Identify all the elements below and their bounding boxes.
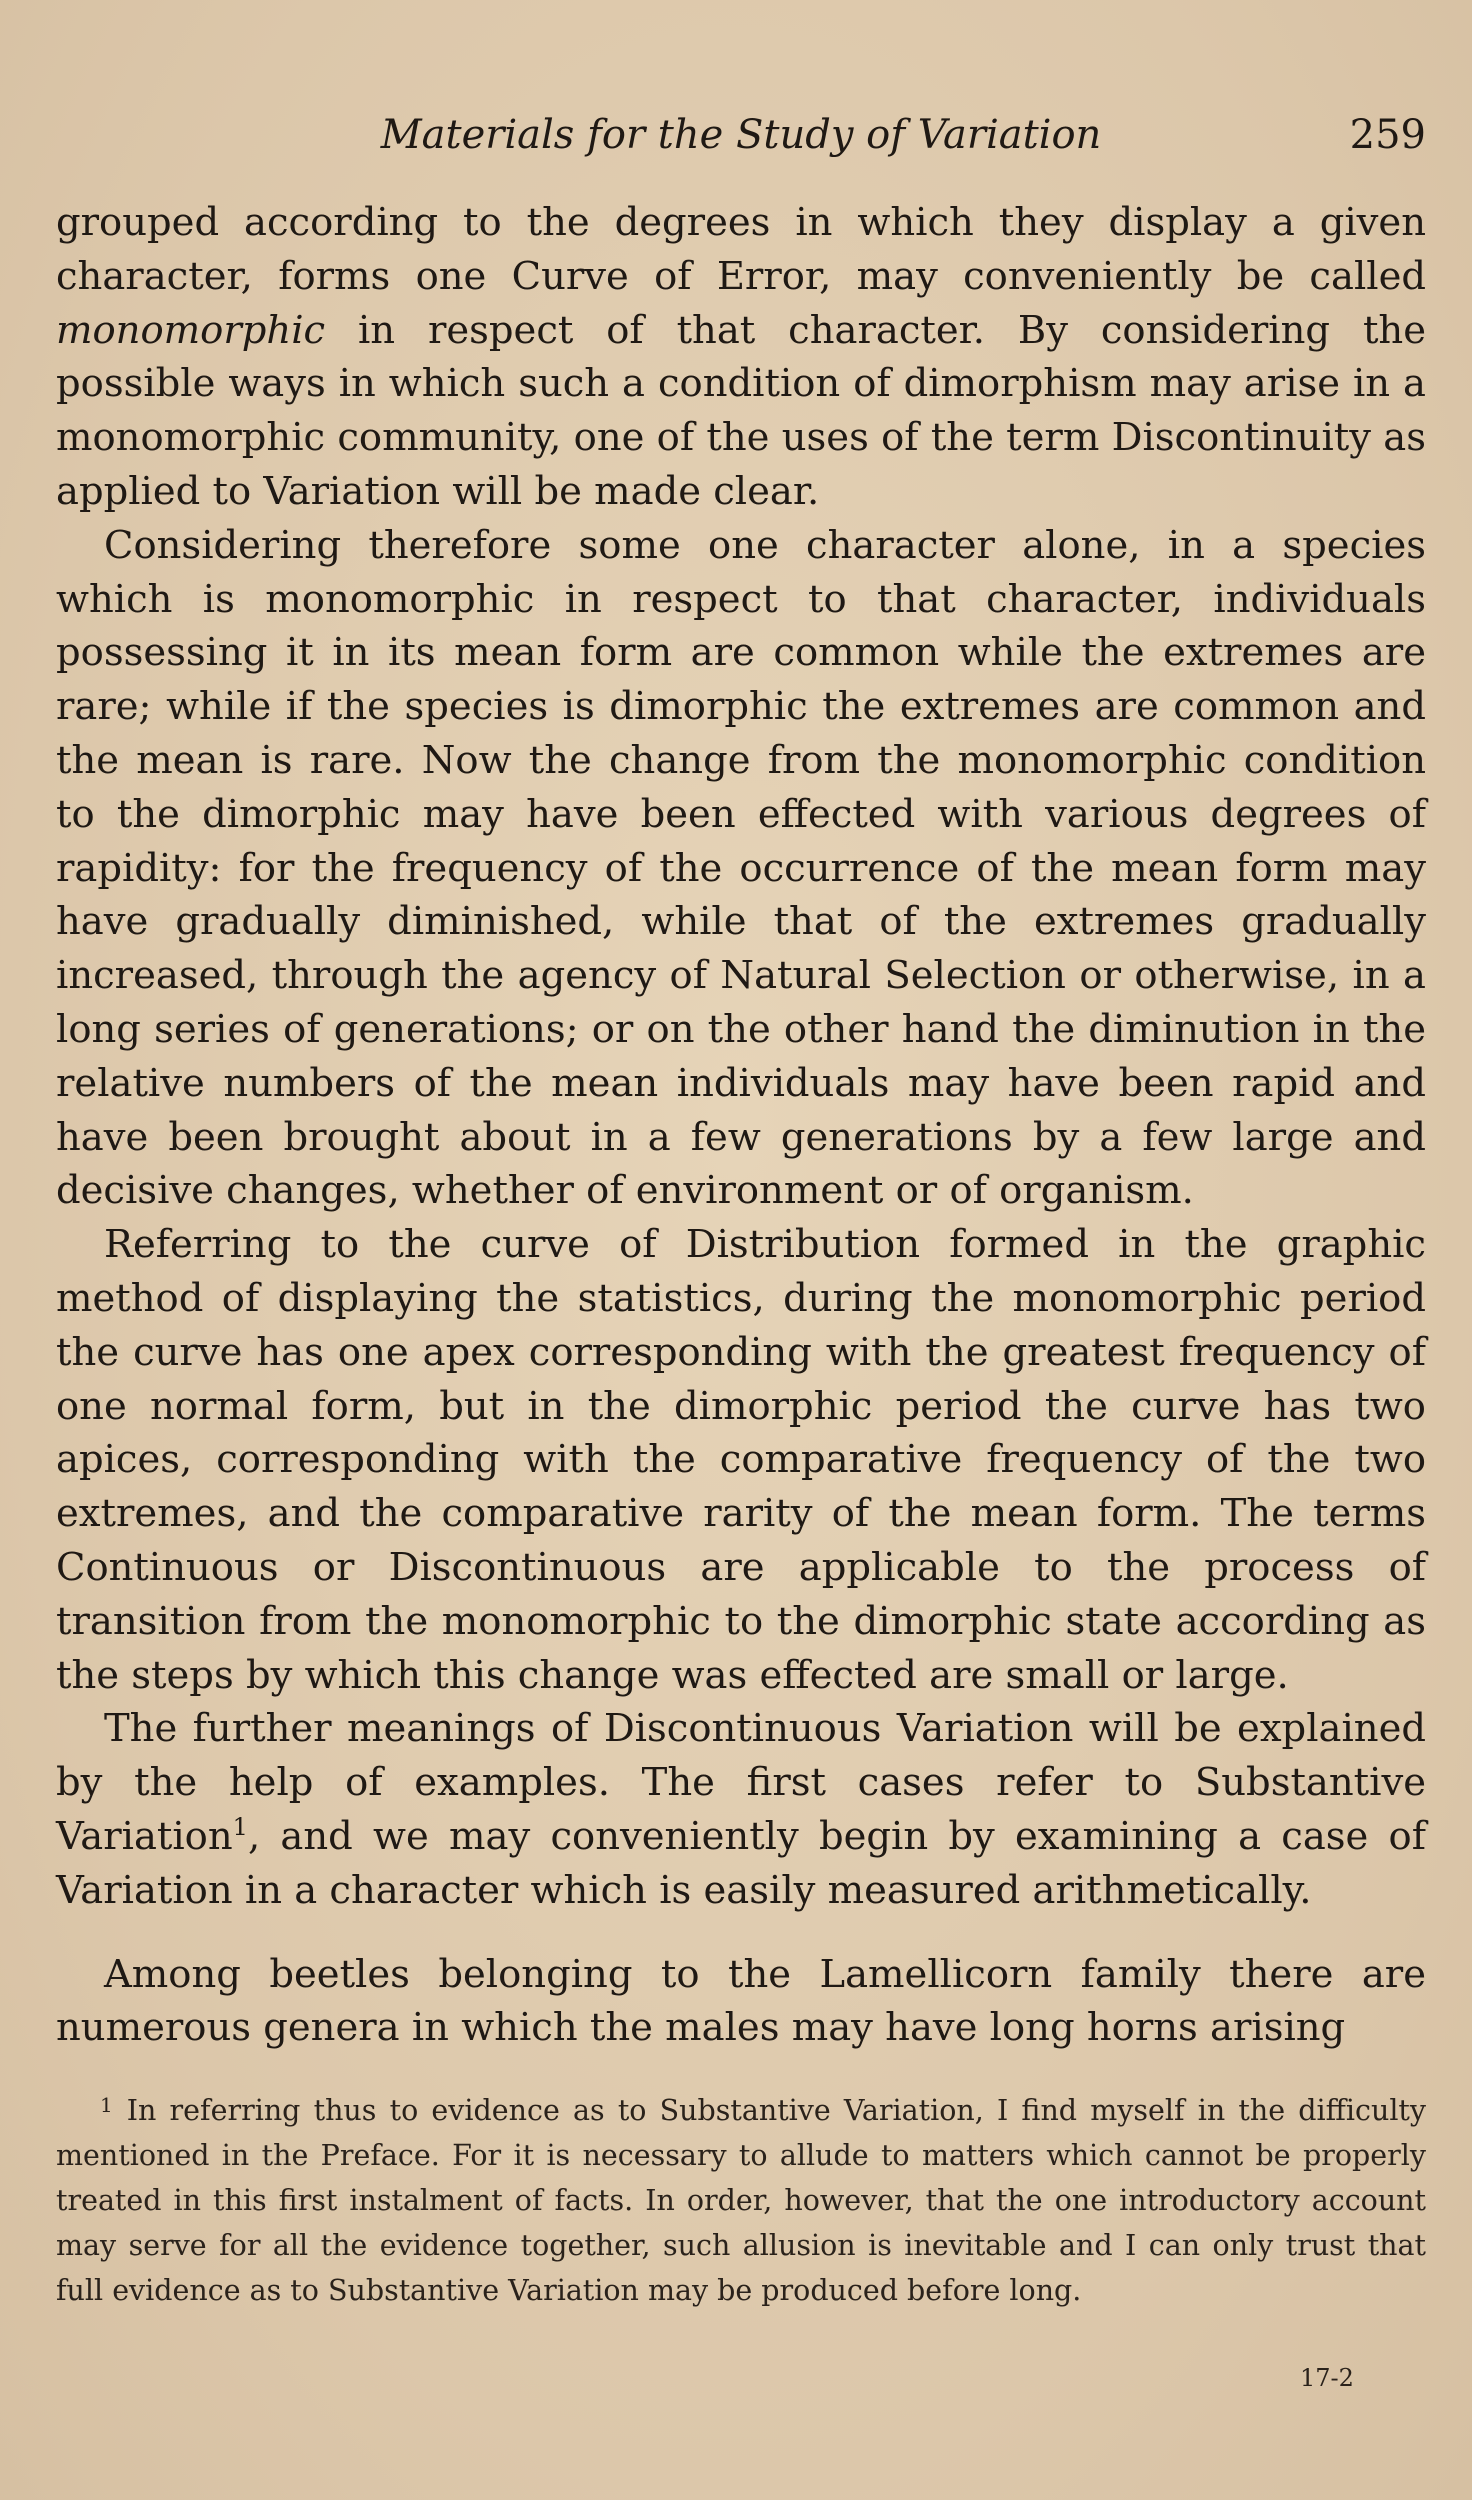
paragraph-4-text-b: , and we may conveniently begin by examining a case of Variation in a character which is easily measured arithmetically. <box>56 1813 1426 1913</box>
footnote-reference: 1 <box>232 1812 248 1841</box>
running-title: Materials for the Study of Variation <box>380 112 1102 158</box>
body-text <box>56 196 1426 2055</box>
footnote <box>56 2088 1426 2313</box>
footnote-marker: 1 <box>100 2093 113 2117</box>
paragraph-2: Considering therefore some one character alone, in a species which is monomorphic in respect to that character, individuals possessing it in its mean form are common while the extremes are rare; while if the species is dimorphic the extremes are common and the mean is rare. Now the change from the monomorphic condition to the dimorphic may have been effected with various degrees of rapidity: for the frequency of the occurrence of the mean form may have gradually diminished, while that of the extremes gradually increased, through the agency of Natural Selection or otherwise, in a long series of generations; or on the other hand the diminution in the relative numbers of the mean individuals may have been rapid and have been brought about in a few generations by a few large and decisive changes, whether of environment or of organism. <box>56 522 1426 1214</box>
paragraph-4 <box>56 1702 1426 1917</box>
footnote-section <box>56 2088 1426 2313</box>
italic-term: monomorphic <box>56 307 326 353</box>
footnote-text: In referring thus to evidence as to Substantive Variation, I find myself in the difficulty mentioned in the Preface. For it is necessary to allude to matters which cannot be properly treated in this first instalment of facts. In order, however, that the one introductory account may serve for all the evidence together, such allusion is inevitable and I can only trust that full evidence as to Substantive Variation may be produced before long. <box>56 2094 1426 2307</box>
paragraph-3: Referring to the curve of Distribution formed in the graphic method of displaying the statistics, during the monomorphic period the curve has one apex corresponding with the greatest frequency of one normal form, but in the dimorphic period the curve has two apices, corresponding with the comparative frequency of the two extremes, and the comparative rarity of the mean form. The terms Continuous or Discontinuous are applicable to the process of transition from the monomorphic to the dimorphic state according as the steps by which this change was effected are small or large. <box>56 1222 1426 1698</box>
paragraph-5: Among beetles belonging to the Lamellicorn family there are numerous genera in which the males may have long horns arising <box>56 1951 1426 2051</box>
page-header <box>56 108 1426 168</box>
paragraph-4-text-a: The further meanings of Discontinuous Variation will be explained by the help of examples. The first cases refer to Substantive Variation <box>56 1706 1426 1859</box>
printer-signature: 17-2 <box>1300 2364 1354 2392</box>
paragraph-1-text-a: grouped according to the degrees in which they display a given character, forms one Curve of Error, may conveniently be called <box>56 200 1426 299</box>
page-number: 259 <box>1349 112 1426 158</box>
paragraph-1 <box>56 196 1426 519</box>
paragraph-1-text-b: in respect of that character. By considering the possible ways in which such a condition of dimorphism may arise in a monomorphic community, one of the uses of the term Discontinuity as applied to Variation will be made clear. <box>56 307 1426 514</box>
